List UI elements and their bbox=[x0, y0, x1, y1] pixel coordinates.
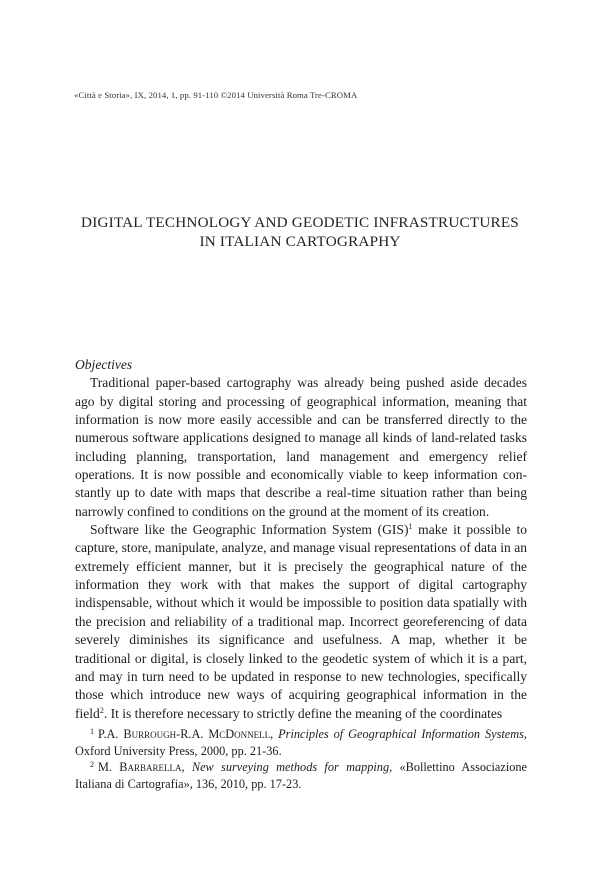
article-title-line-1: DIGITAL TECHNOLOGY AND GEODETIC INFRASTRUCTURES bbox=[81, 214, 519, 231]
article-title-line-2: IN ITALIAN CARTOGRAPHY bbox=[199, 232, 401, 250]
footnote-separator: , bbox=[270, 727, 279, 741]
paragraph-2-text-c: . It is therefore necessary to strictly define the meaning of the coordinates bbox=[103, 705, 503, 721]
footnote-number: 1 bbox=[90, 727, 94, 736]
footnote-ref-2[interactable]: 2 bbox=[99, 705, 104, 715]
footnote-ref-1[interactable]: 1 bbox=[408, 522, 413, 532]
running-head: «Città e Storia», IX, 2014, 1, pp. 91-110 ©2014 Università Roma Tre-CROMA bbox=[74, 90, 358, 100]
paragraph-2-text-b: make it possible to capture, store, manipulate, analyze, and manage visual representations of data in an extremely efficient manner, but it is precisely the geographical nature of the information they work with that makes the support of digital cartography indispensable, without which it would be impossible to position data spatially with the precision and reliability of a traditional map. Incorrect georeferencing of data severely diminishes its significance and usefulness. A map, whether it be traditional or digital, is closely linked to the geodetic system of which it is a part, and may in turn need to be updated in response to new technologies, specifically those which introduce new ways of acquiring geographical information in the field bbox=[75, 522, 527, 721]
footnote-author: M. Barbarella bbox=[98, 760, 182, 774]
paragraph-2 bbox=[75, 521, 527, 723]
footnote-1 bbox=[75, 726, 527, 759]
footnote-work-title: New surveying methods for mapping bbox=[191, 760, 390, 774]
paragraph-2-text-a: Software like the Geographic Information System (GIS) bbox=[90, 522, 409, 538]
footnote-author: P.A. Burrough-R.A. McDonnell bbox=[98, 727, 271, 741]
footnote-publication: , Oxford University Press, 2000, pp. 21-36. bbox=[75, 727, 527, 758]
footnotes bbox=[75, 726, 527, 792]
footnote-number: 2 bbox=[90, 760, 94, 769]
section-heading: Objectives bbox=[75, 357, 133, 372]
article-body bbox=[75, 356, 527, 723]
footnote-publication: , «Bollettino Associazione Italiana di Cartografia», 136, 2010, pp. 17-23. bbox=[75, 760, 527, 791]
footnote-2 bbox=[75, 759, 527, 792]
article-title bbox=[60, 214, 540, 251]
paragraph-1: Traditional paper-based cartography was already being pushed aside decades ago by digital storing and processing of geographical information, meaning that information is now more easily accessible and can be transferred directly to the numerous software applications designed to manage all kinds of land-related tasks including planning, transportation, land management and emergency relief operations. It is now possible and economically viable to keep information constantly up to date with maps that describe a real-time situation rather than being narrowly confined to conditions on the ground at the moment of its creation. bbox=[75, 375, 527, 519]
footnote-work-title: Principles of Geographical Information Systems bbox=[278, 727, 524, 741]
footnote-separator: , bbox=[181, 760, 192, 774]
